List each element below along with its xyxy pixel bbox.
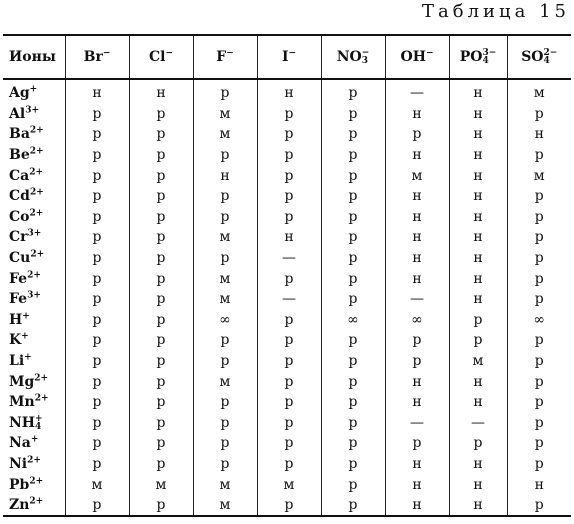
solubility-cell: р [321, 495, 385, 517]
solubility-table [3, 34, 571, 517]
table-row [3, 433, 571, 454]
table-row [3, 104, 571, 125]
solubility-cell: м [193, 104, 257, 125]
solubility-cell: р [65, 145, 129, 166]
solubility-cell: р [321, 104, 385, 125]
solubility-cell: м [507, 165, 571, 186]
cation-cell: $Co^{2+}$ [3, 207, 65, 228]
table-row [3, 145, 571, 166]
solubility-cell: н [449, 165, 507, 186]
solubility-cell: р [507, 289, 571, 310]
anion-header: NO − 3 [321, 35, 385, 79]
solubility-cell: м [257, 474, 321, 495]
cation-cell: $Fe^{3+}$ [3, 289, 65, 310]
table-row [3, 330, 571, 351]
solubility-cell: р [129, 268, 193, 289]
solubility-cell: р [321, 207, 385, 228]
solubility-cell: р [193, 79, 257, 104]
cation-cell: $Ba^{2+}$ [3, 124, 65, 145]
anion-header: Br− [65, 35, 129, 79]
solubility-cell: р [193, 145, 257, 166]
solubility-cell: р [65, 454, 129, 475]
solubility-cell: р [129, 310, 193, 331]
table-row [3, 392, 571, 413]
solubility-cell: р [193, 330, 257, 351]
solubility-cell: р [321, 330, 385, 351]
solubility-cell: н [385, 145, 449, 166]
solubility-cell: р [65, 268, 129, 289]
solubility-cell: р [385, 433, 449, 454]
solubility-cell: н [449, 268, 507, 289]
cation-cell: $Be^{2+}$ [3, 145, 65, 166]
solubility-cell: р [65, 413, 129, 434]
solubility-cell: н [449, 124, 507, 145]
solubility-cell: н [385, 186, 449, 207]
ions-header: Ионы [3, 35, 65, 79]
cation-cell: $Cd^{2+}$ [3, 186, 65, 207]
solubility-cell: р [321, 454, 385, 475]
table-row [3, 165, 571, 186]
solubility-cell: ∞ [193, 310, 257, 331]
solubility-cell: р [65, 124, 129, 145]
solubility-cell: ∞ [385, 310, 449, 331]
solubility-cell: н [449, 392, 507, 413]
table-row [3, 474, 571, 495]
solubility-cell: м [193, 495, 257, 517]
solubility-cell: н [129, 79, 193, 104]
solubility-cell: р [193, 454, 257, 475]
solubility-cell: м [193, 124, 257, 145]
solubility-cell: н [385, 268, 449, 289]
solubility-cell: н [385, 248, 449, 269]
solubility-cell: р [193, 207, 257, 228]
cation-cell: Li+ [3, 351, 65, 372]
solubility-cell: н [507, 124, 571, 145]
solubility-cell: м [193, 268, 257, 289]
solubility-cell: р [321, 165, 385, 186]
solubility-cell: р [193, 433, 257, 454]
solubility-cell: р [129, 330, 193, 351]
solubility-cell: н [385, 371, 449, 392]
table-row [3, 413, 571, 434]
solubility-cell: н [65, 79, 129, 104]
solubility-cell: р [507, 268, 571, 289]
table-row [3, 268, 571, 289]
solubility-cell: м [385, 165, 449, 186]
solubility-cell: — [385, 413, 449, 434]
solubility-cell: н [449, 145, 507, 166]
solubility-cell: н [449, 289, 507, 310]
solubility-cell: р [321, 392, 385, 413]
table-row [3, 310, 571, 331]
solubility-cell: р [129, 227, 193, 248]
solubility-cell: м [193, 227, 257, 248]
solubility-cell: р [507, 351, 571, 372]
solubility-cell: р [129, 371, 193, 392]
solubility-cell: р [321, 433, 385, 454]
solubility-cell: р [129, 124, 193, 145]
solubility-cell: м [193, 474, 257, 495]
solubility-cell: н [449, 186, 507, 207]
solubility-cell: р [129, 248, 193, 269]
solubility-cell: р [65, 371, 129, 392]
anion-header: PO 3− 4 [449, 35, 507, 79]
solubility-cell: р [507, 392, 571, 413]
solubility-cell: н [449, 454, 507, 475]
solubility-cell: р [193, 351, 257, 372]
solubility-cell: н [257, 79, 321, 104]
solubility-cell: р [193, 413, 257, 434]
table-row [3, 495, 571, 517]
solubility-cell: н [449, 371, 507, 392]
table-row [3, 371, 571, 392]
solubility-cell: н [385, 104, 449, 125]
cation-cell: $Cr^{3+}$ [3, 227, 65, 248]
solubility-cell: р [129, 165, 193, 186]
solubility-cell: н [507, 474, 571, 495]
solubility-cell: р [193, 248, 257, 269]
cation-cell: Na+ [3, 433, 65, 454]
solubility-cell: р [507, 371, 571, 392]
solubility-cell: р [193, 186, 257, 207]
anion-header: Cl− [129, 35, 193, 79]
cation-cell: $Al^{3+}$ [3, 104, 65, 125]
solubility-cell: р [507, 145, 571, 166]
solubility-cell: р [65, 248, 129, 269]
solubility-cell: р [65, 351, 129, 372]
solubility-cell: р [257, 413, 321, 434]
solubility-cell: р [129, 454, 193, 475]
solubility-cell: р [65, 392, 129, 413]
solubility-cell: ∞ [507, 310, 571, 331]
table-row [3, 227, 571, 248]
anion-header: SO 2− 4 [507, 35, 571, 79]
solubility-cell: н [449, 248, 507, 269]
cation-cell: $Mg^{2+}$ [3, 371, 65, 392]
cation-cell: NH + 4 [3, 413, 65, 434]
solubility-cell: р [257, 124, 321, 145]
solubility-cell: р [257, 392, 321, 413]
table-row [3, 454, 571, 475]
solubility-cell: р [449, 433, 507, 454]
table-row [3, 207, 571, 228]
solubility-cell: р [321, 289, 385, 310]
solubility-cell: р [321, 351, 385, 372]
solubility-cell: н [385, 474, 449, 495]
solubility-cell: р [321, 124, 385, 145]
solubility-cell: р [321, 268, 385, 289]
solubility-cell: — [385, 289, 449, 310]
solubility-cell: р [321, 474, 385, 495]
solubility-cell: р [257, 186, 321, 207]
solubility-cell: р [507, 495, 571, 517]
solubility-cell: р [507, 248, 571, 269]
solubility-cell: р [257, 351, 321, 372]
solubility-cell: н [449, 207, 507, 228]
solubility-cell: — [257, 248, 321, 269]
solubility-cell: м [507, 79, 571, 104]
table-row [3, 186, 571, 207]
solubility-cell: р [321, 227, 385, 248]
solubility-cell: р [257, 268, 321, 289]
solubility-cell: р [321, 145, 385, 166]
solubility-cell: р [257, 330, 321, 351]
solubility-cell: р [257, 371, 321, 392]
solubility-cell: р [385, 351, 449, 372]
solubility-cell: р [449, 330, 507, 351]
table-row [3, 351, 571, 372]
solubility-cell: н [385, 227, 449, 248]
solubility-cell: р [257, 207, 321, 228]
solubility-cell: р [257, 165, 321, 186]
solubility-cell: н [257, 227, 321, 248]
solubility-cell: р [65, 289, 129, 310]
solubility-cell: — [385, 79, 449, 104]
solubility-cell: р [65, 310, 129, 331]
solubility-cell: р [193, 392, 257, 413]
solubility-cell: р [507, 433, 571, 454]
solubility-cell: н [193, 165, 257, 186]
solubility-cell: р [507, 186, 571, 207]
solubility-cell: р [129, 104, 193, 125]
solubility-cell: н [449, 227, 507, 248]
solubility-cell: р [129, 186, 193, 207]
solubility-cell: р [65, 227, 129, 248]
solubility-cell: н [449, 495, 507, 517]
solubility-cell: р [65, 330, 129, 351]
solubility-cell: — [257, 289, 321, 310]
solubility-cell: ∞ [321, 310, 385, 331]
table-row [3, 124, 571, 145]
table-caption: Таблица 15 [422, 1, 570, 22]
solubility-cell: р [385, 124, 449, 145]
cation-cell: Ag+ [3, 79, 65, 104]
anion-header: F− [193, 35, 257, 79]
solubility-cell: р [507, 207, 571, 228]
solubility-cell: р [129, 145, 193, 166]
solubility-cell: н [385, 392, 449, 413]
solubility-cell: м [193, 289, 257, 310]
solubility-cell: р [507, 227, 571, 248]
header-row [3, 35, 571, 79]
solubility-cell: р [507, 104, 571, 125]
solubility-cell: р [129, 289, 193, 310]
solubility-cell: р [65, 433, 129, 454]
cation-cell: $Pb^{2+}$ [3, 474, 65, 495]
solubility-cell: р [321, 248, 385, 269]
cation-cell: $Zn^{2+}$ [3, 495, 65, 517]
solubility-cell: р [449, 310, 507, 331]
solubility-cell: р [129, 433, 193, 454]
cation-cell: K+ [3, 330, 65, 351]
solubility-cell: р [65, 207, 129, 228]
solubility-cell: р [65, 495, 129, 517]
solubility-cell: н [449, 104, 507, 125]
solubility-cell: — [449, 413, 507, 434]
solubility-cell: р [321, 413, 385, 434]
anion-header: I− [257, 35, 321, 79]
solubility-cell: н [385, 454, 449, 475]
solubility-cell: р [257, 310, 321, 331]
cation-cell: $Ni^{2+}$ [3, 454, 65, 475]
solubility-cell: м [193, 371, 257, 392]
solubility-cell: р [65, 165, 129, 186]
solubility-cell: р [257, 145, 321, 166]
solubility-cell: р [507, 413, 571, 434]
solubility-cell: н [385, 207, 449, 228]
solubility-cell: р [507, 330, 571, 351]
solubility-cell: р [65, 104, 129, 125]
table-row [3, 79, 571, 104]
cation-cell: H+ [3, 310, 65, 331]
solubility-cell: р [385, 330, 449, 351]
cation-cell: $Cu^{2+}$ [3, 248, 65, 269]
solubility-cell: р [321, 371, 385, 392]
solubility-cell: н [385, 495, 449, 517]
solubility-cell: р [129, 351, 193, 372]
solubility-cell: р [257, 433, 321, 454]
solubility-cell: р [129, 413, 193, 434]
table-row [3, 248, 571, 269]
cation-cell: $Mn^{2+}$ [3, 392, 65, 413]
solubility-cell: р [65, 186, 129, 207]
solubility-cell: р [507, 454, 571, 475]
solubility-cell: р [321, 79, 385, 104]
solubility-cell: р [257, 104, 321, 125]
table-row [3, 289, 571, 310]
solubility-cell: м [65, 474, 129, 495]
cation-cell: $Ca^{2+}$ [3, 165, 65, 186]
solubility-cell: м [129, 474, 193, 495]
solubility-cell: м [449, 351, 507, 372]
anion-header: OH− [385, 35, 449, 79]
solubility-cell: р [129, 392, 193, 413]
solubility-cell: р [321, 186, 385, 207]
cation-cell: $Fe^{2+}$ [3, 268, 65, 289]
solubility-cell: р [129, 207, 193, 228]
solubility-cell: р [129, 495, 193, 517]
solubility-cell: н [449, 79, 507, 104]
solubility-cell: р [257, 495, 321, 517]
solubility-cell: н [449, 474, 507, 495]
solubility-cell: р [257, 454, 321, 475]
